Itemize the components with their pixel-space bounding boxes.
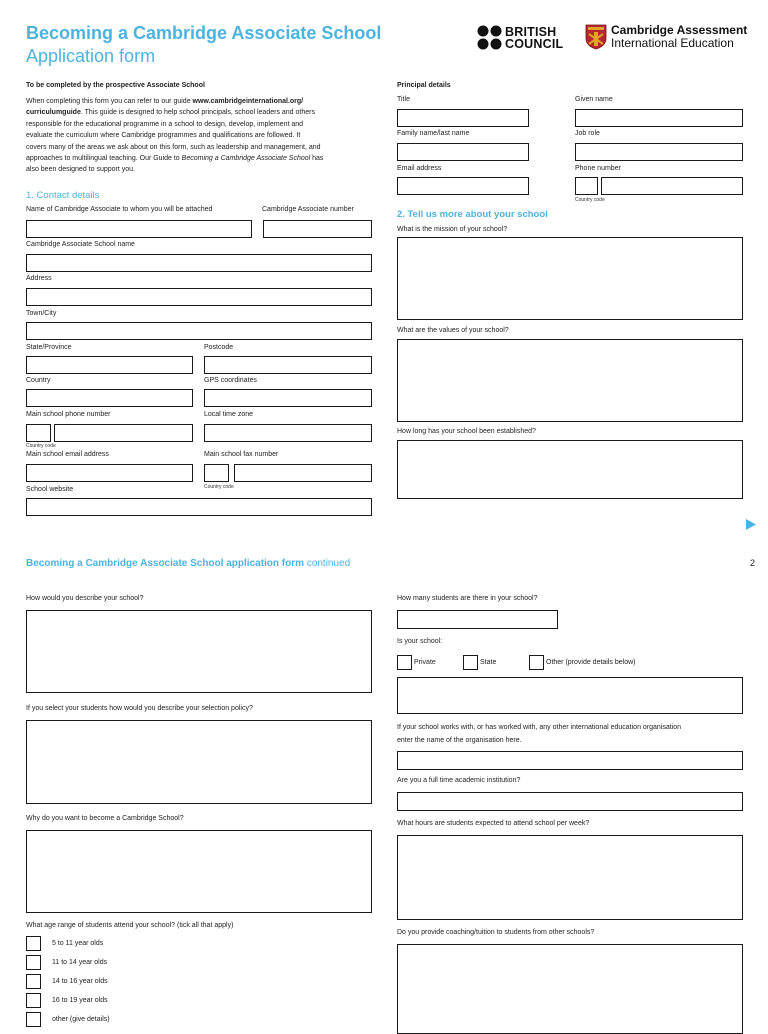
email-input[interactable] (26, 464, 193, 482)
principal-heading: Principal details (397, 82, 451, 89)
principal-given-name-input[interactable] (575, 109, 743, 127)
age-14-16-checkbox[interactable] (26, 974, 41, 989)
other-org-label-1: If your school works with, or has worked with, any other international education organisation (397, 724, 682, 731)
age-11-14-checkbox[interactable] (26, 955, 41, 970)
school-type-other-label: Other (provide details below) (546, 659, 636, 666)
cambridge-text-1: Cambridge Assessment (611, 23, 748, 37)
british-council-text-2: COUNCIL (505, 37, 564, 51)
british-council-text-1: BRITISH (505, 25, 557, 39)
full-time-input[interactable] (397, 792, 743, 811)
student-count-label: How many students are there in your school? (397, 595, 538, 602)
fax-country-code-label: Country code (204, 484, 234, 490)
associate-number-input[interactable] (263, 220, 372, 238)
section-contact-details-title: 1. Contact details (26, 190, 100, 201)
principal-job-role-input[interactable] (575, 143, 743, 161)
phone-country-code-label: Country code (26, 443, 56, 449)
associate-number-label: Cambridge Associate number (262, 206, 354, 213)
school-type-state-checkbox[interactable] (463, 655, 478, 670)
established-textarea[interactable] (397, 440, 743, 499)
age-5-11-label: 5 to 11 year olds (52, 940, 104, 947)
principal-country-code-label: Country code (575, 197, 605, 203)
associate-name-input[interactable] (26, 220, 252, 238)
town-city-label: Town/City (26, 310, 57, 317)
age-range-label: What age range of students attend your school? (tick all that apply) (26, 922, 234, 929)
phone-label: Main school phone number (26, 411, 111, 418)
postcode-label: Postcode (204, 344, 234, 351)
phone-number-input[interactable] (54, 424, 193, 442)
next-page-icon[interactable] (745, 518, 757, 536)
principal-email-input[interactable] (397, 177, 529, 195)
school-name-label: Cambridge Associate School name (26, 241, 135, 248)
gps-label: GPS coordinates (204, 377, 257, 384)
school-type-private-checkbox[interactable] (397, 655, 412, 670)
address-label: Address (26, 275, 52, 282)
principal-given-name-label: Given name (575, 96, 613, 103)
associate-name-label: Name of Cambridge Associate to whom you will be attached (26, 206, 213, 213)
time-zone-input[interactable] (204, 424, 372, 442)
student-count-input[interactable] (397, 610, 558, 629)
section-tell-us-more-title: 2. Tell us more about your school (397, 209, 548, 220)
intro-paragraph: When completing this form you can refer to our guide www.cambridgeinternational.org/ curriculumguide. This guide is designed to help school principals, school leaders and others responsible for the educational programme in a school to design, develop, implement and evaluate the curriculum where Cambridge programmes and qualifications are followed. It covers many of the areas we ask about on this form, such as leadership and management, and approaches to multilingual teaching. Our Guide to Becoming a Cambridge Associate School has also been designed to support you. (26, 98, 324, 174)
british-council-dots-icon (477, 25, 505, 51)
age-11-14-label: 11 to 14 year olds (52, 959, 108, 966)
principal-phone-label: Phone number (575, 165, 621, 172)
established-label: How long has your school been established? (397, 428, 536, 435)
age-other-checkbox[interactable] (26, 1012, 41, 1027)
coaching-label: Do you provide coaching/tuition to students from other schools? (397, 929, 595, 936)
town-city-input[interactable] (26, 322, 372, 340)
hours-textarea[interactable] (397, 835, 743, 920)
describe-school-textarea[interactable] (26, 610, 372, 693)
school-type-other-checkbox[interactable] (529, 655, 544, 670)
postcode-input[interactable] (204, 356, 372, 374)
email-label: Main school email address (26, 451, 109, 458)
cambridge-crest-icon (585, 24, 607, 55)
principal-phone-country-code-input[interactable] (575, 177, 598, 195)
principal-title-label: Title (397, 96, 410, 103)
age-16-19-checkbox[interactable] (26, 993, 41, 1008)
state-province-input[interactable] (26, 356, 193, 374)
age-other-label: other (give details) (52, 1016, 110, 1023)
school-type-private-label: Private (414, 659, 436, 666)
school-type-state-label: State (480, 659, 497, 666)
form-subtitle: Application form (26, 46, 156, 66)
why-cambridge-textarea[interactable] (26, 830, 372, 913)
is-your-school-label: Is your school: (397, 638, 443, 645)
describe-school-label: How would you describe your school? (26, 595, 144, 602)
school-type-details-textarea[interactable] (397, 677, 743, 714)
country-input[interactable] (26, 389, 193, 407)
principal-phone-number-input[interactable] (601, 177, 743, 195)
fax-number-input[interactable] (234, 464, 372, 482)
principal-email-label: Email address (397, 165, 442, 172)
principal-job-role-label: Job role (575, 130, 600, 137)
fax-label: Main school fax number (204, 451, 279, 458)
principal-family-name-input[interactable] (397, 143, 529, 161)
page2-header: Becoming a Cambridge Associate School application form continued (26, 558, 351, 569)
fax-country-code-input[interactable] (204, 464, 229, 482)
time-zone-label: Local time zone (204, 411, 254, 418)
values-label: What are the values of your school? (397, 327, 509, 334)
form-title: Becoming a Cambridge Associate School (26, 23, 382, 43)
website-input[interactable] (26, 498, 372, 516)
hours-label: What hours are students expected to attend school per week? (397, 820, 590, 827)
cambridge-text-2: International Education (611, 36, 734, 50)
mission-label: What is the mission of your school? (397, 226, 508, 233)
principal-family-name-label: Family name/last name (397, 130, 470, 137)
selection-policy-textarea[interactable] (26, 720, 372, 804)
other-org-label-2: enter the name of the organisation here. (397, 737, 522, 744)
page-number: 2 (750, 558, 756, 568)
country-label: Country (26, 377, 51, 384)
values-textarea[interactable] (397, 339, 743, 422)
why-cambridge-label: Why do you want to become a Cambridge School? (26, 815, 184, 822)
principal-title-input[interactable] (397, 109, 529, 127)
other-org-input[interactable] (397, 751, 743, 770)
selection-policy-label: If you select your students how would you describe your selection policy? (26, 705, 253, 712)
state-province-label: State/Province (26, 344, 72, 351)
full-time-label: Are you a full time academic institution? (397, 777, 521, 784)
address-input[interactable] (26, 288, 372, 306)
gps-input[interactable] (204, 389, 372, 407)
phone-country-code-input[interactable] (26, 424, 51, 442)
intro-heading: To be completed by the prospective Associate School (26, 82, 205, 89)
age-5-11-checkbox[interactable] (26, 936, 41, 951)
age-14-16-label: 14 to 16 year olds (52, 978, 108, 985)
website-label: School website (26, 486, 74, 493)
coaching-textarea[interactable] (397, 944, 743, 1034)
mission-textarea[interactable] (397, 237, 743, 320)
age-16-19-label: 16 to 19 year olds (52, 997, 108, 1004)
school-name-input[interactable] (26, 254, 372, 272)
british-council-logo (477, 25, 505, 56)
